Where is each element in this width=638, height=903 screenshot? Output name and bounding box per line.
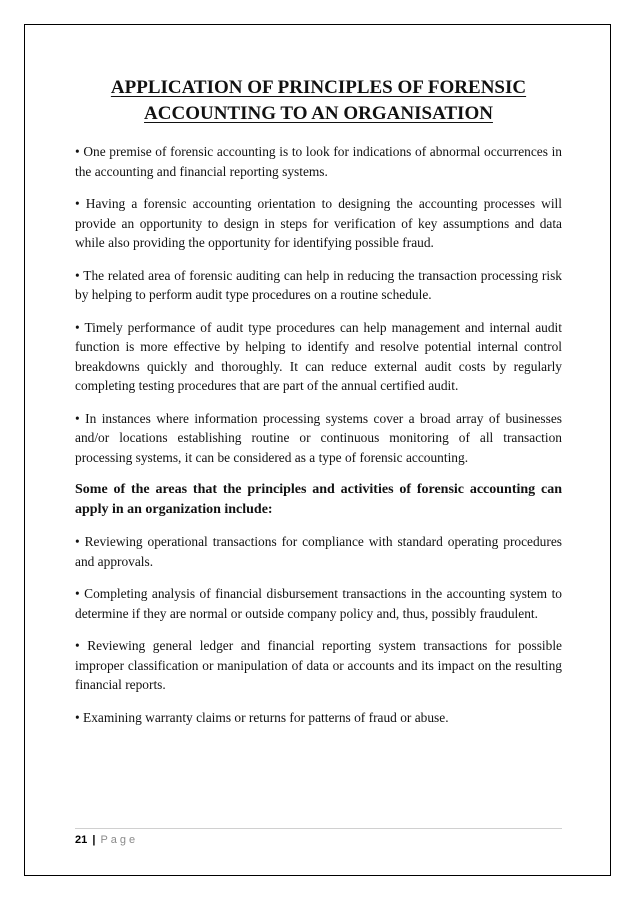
page-content	[75, 75, 562, 727]
footer-divider	[75, 828, 562, 829]
area-item-4: • Examining warranty claims or returns for patterns of fraud or abuse.	[75, 709, 449, 725]
document-title	[75, 75, 562, 127]
page-separator: |	[92, 834, 96, 846]
paragraph-5: • In instances where information processing systems cover a broad array of businesses and/or locations establishing routine or continuous monitoring of all transaction processing systems, it can be considered as a type of forensic accounting.	[75, 410, 562, 465]
title-line-1: APPLICATION OF PRINCIPLES OF FORENSIC	[110, 77, 527, 98]
area-item-1: • Reviewing operational transactions for compliance with standard operating procedures and approvals.	[75, 534, 562, 569]
title-line-2: ACCOUNTING TO AN ORGANISATION	[144, 103, 493, 124]
area-item-2: • Completing analysis of financial disbursement transactions in the accounting system to determine if they are normal or outside company policy and, thus, possibly fraudulent.	[75, 586, 562, 621]
paragraph-1: • One premise of forensic accounting is to look for indications of abnormal occurrences in the accounting and financial reporting systems.	[75, 144, 562, 179]
paragraph-3: • The related area of forensic auditing can help in reducing the transaction processing risk by helping to perform audit type procedures on a routine schedule.	[75, 267, 562, 302]
page-footer	[75, 833, 138, 847]
page-number: 21	[75, 834, 88, 846]
page-label: Page	[100, 834, 139, 846]
paragraph-2: • Having a forensic accounting orientation to designing the accounting processes will provide an opportunity to design in steps for verification of key assumptions and data while also providing the opportunity for identifying possible fraud.	[75, 196, 562, 250]
area-item-3: • Reviewing general ledger and financial reporting system transactions for possible improper classification or manipulation of data or accounts and its impact on the resulting financial reports.	[75, 638, 562, 692]
section-heading: Some of the areas that the principles and activities of forensic accounting can apply in an organization include:	[75, 482, 562, 517]
paragraph-4: • Timely performance of audit type procedures can help management and internal audit function is more effective by helping to identify and resolve potential internal control breakdowns quickly and thoroughly. It can reduce external audit costs by regularly completing testing procedures that are part of the annual certified audit.	[75, 319, 562, 393]
